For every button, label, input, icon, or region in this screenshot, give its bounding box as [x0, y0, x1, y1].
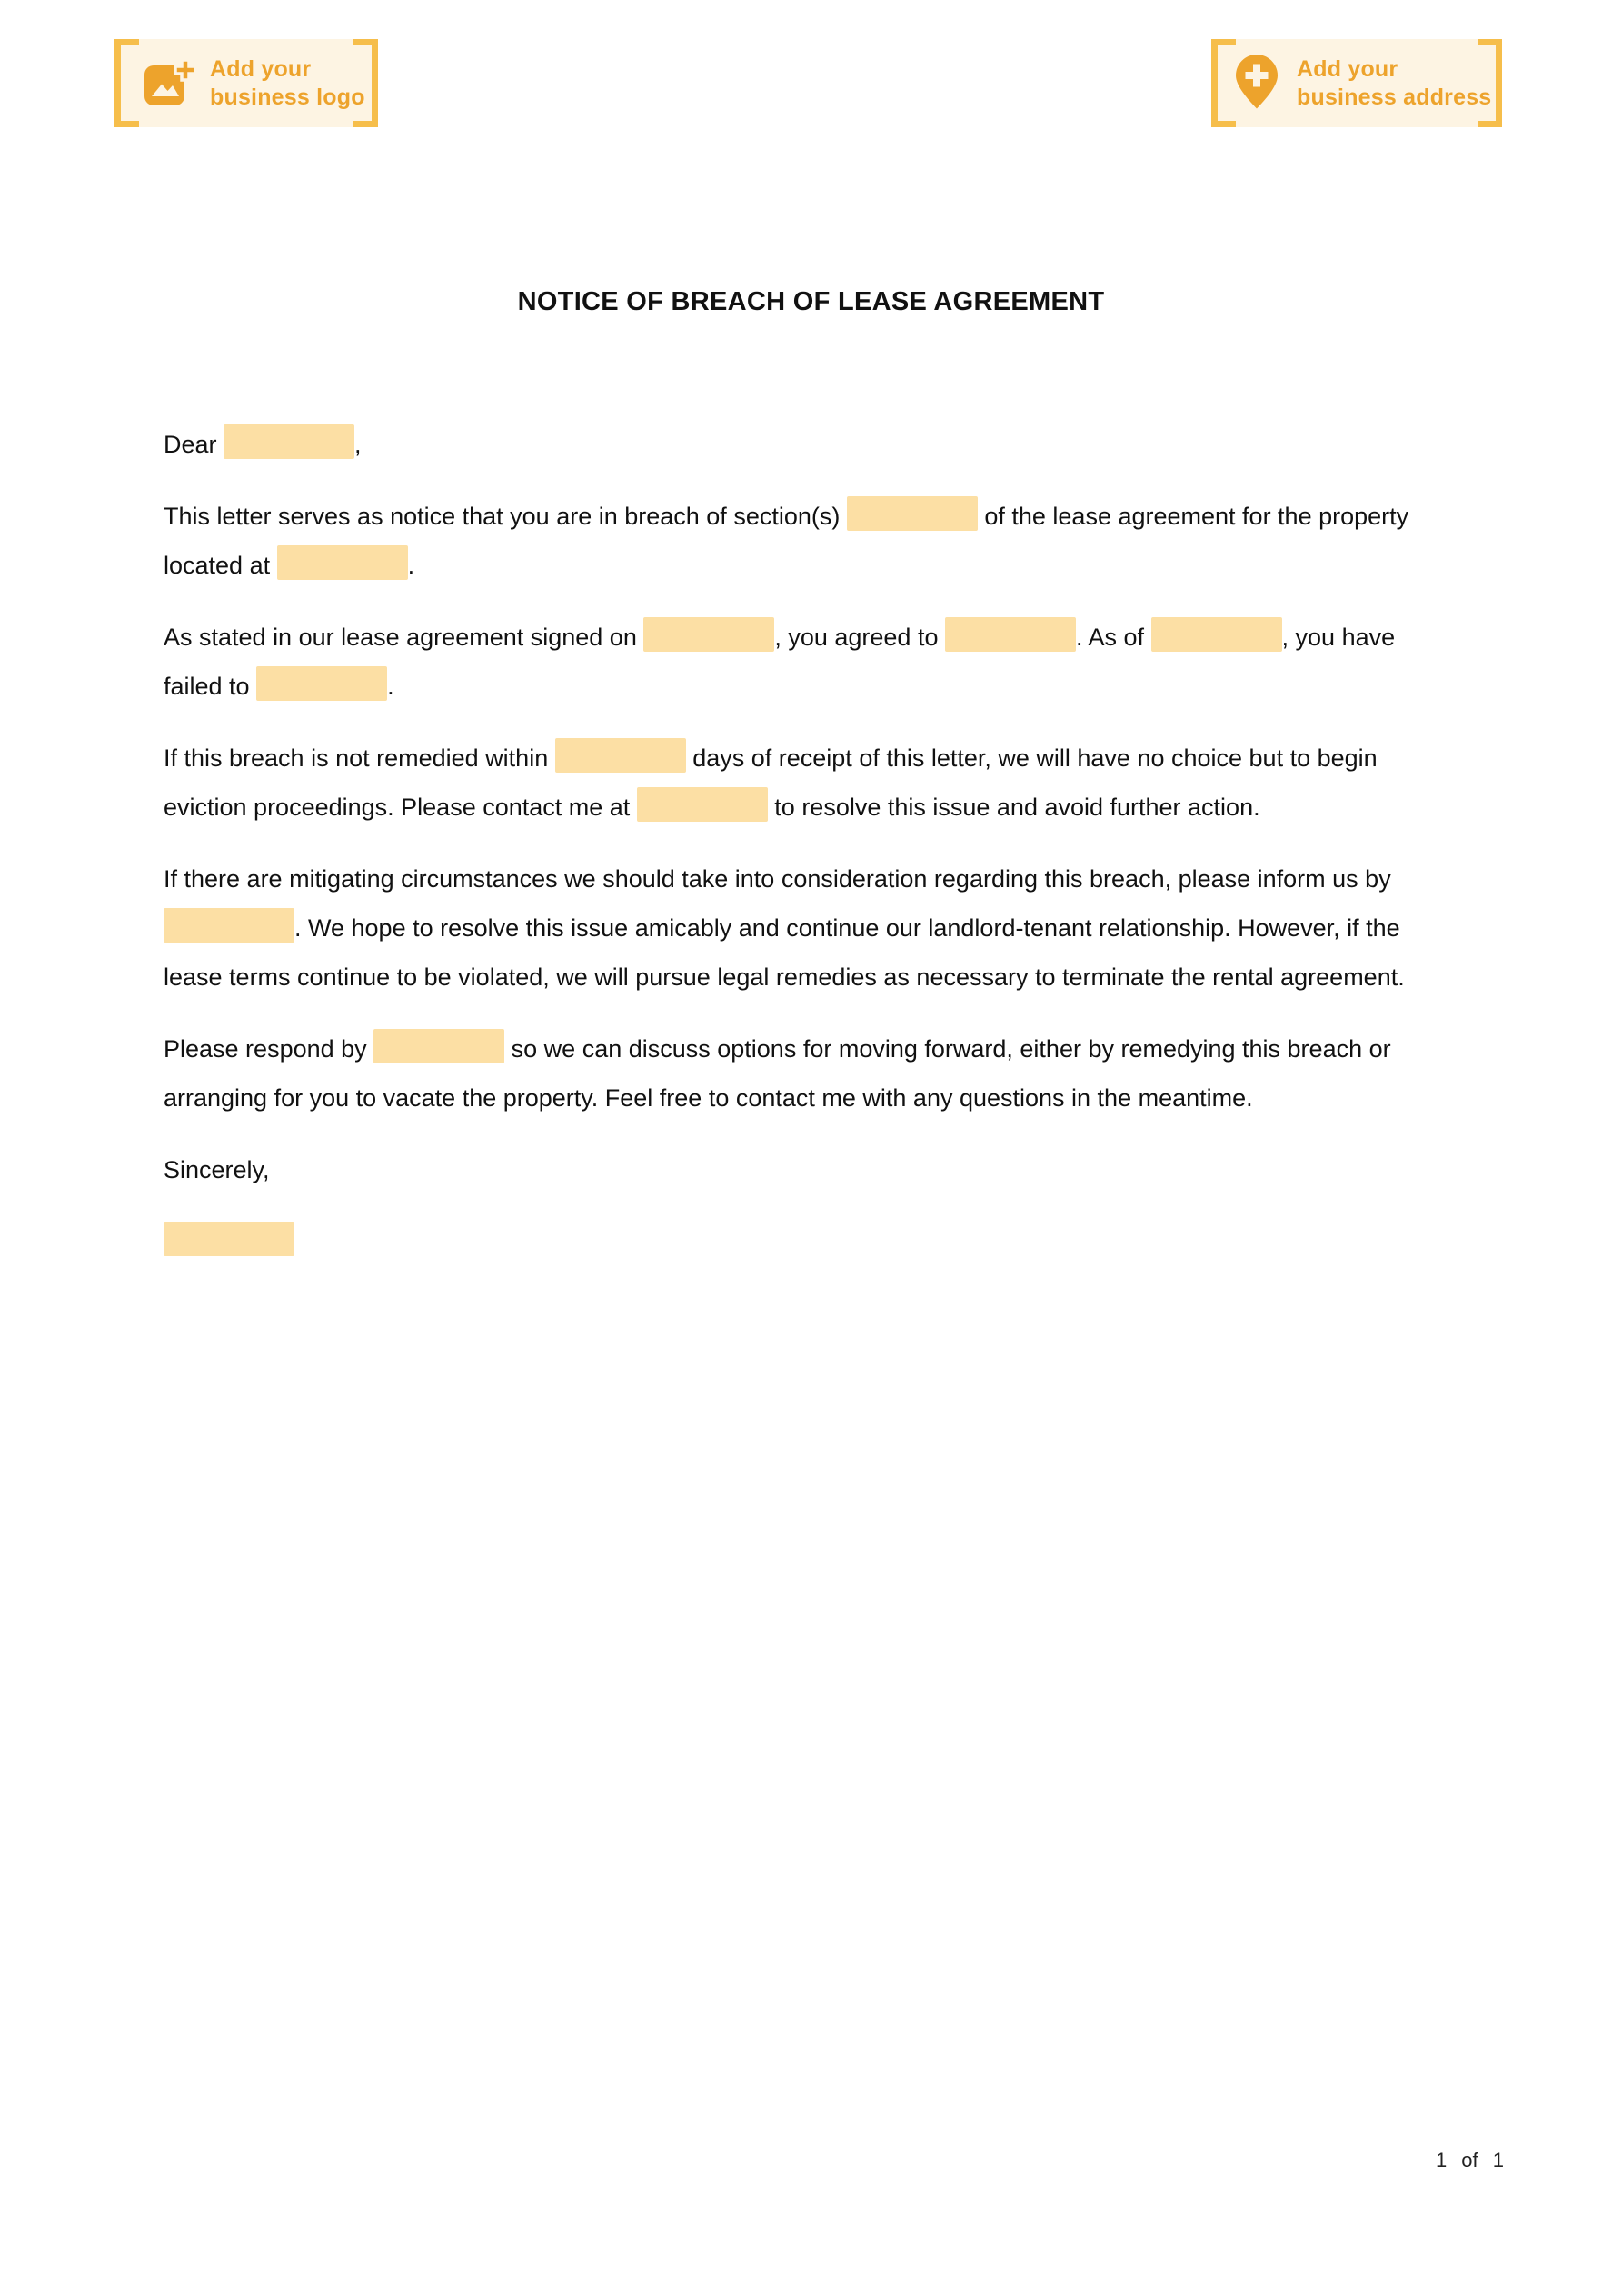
paragraph-text: so we can discuss options for moving forward, either by remedying this breach or arranging for you to vacate the property. Feel free to contact me with any questions in the meantime.: [164, 1035, 1391, 1112]
blank-field[interactable]: [224, 424, 354, 459]
add-business-address-label: [1297, 55, 1491, 112]
document-title: NOTICE OF BREACH OF LEASE AGREEMENT: [517, 287, 1105, 316]
paragraph-text: to resolve this issue and avoid further action.: [767, 794, 1260, 821]
letter-paragraph: [164, 854, 1459, 1002]
paragraph-text: ,: [354, 431, 362, 458]
paragraph-text: Sincerely,: [164, 1156, 270, 1183]
paragraph-text: .: [387, 673, 394, 700]
paragraph-text: . As of: [1075, 624, 1151, 651]
letter-paragraph: [164, 420, 1459, 469]
widget-label-line: Add your: [210, 55, 312, 82]
page-number: 1 of 1: [1435, 2149, 1504, 2171]
blank-field[interactable]: [256, 666, 387, 701]
add-business-address-button[interactable]: [1211, 39, 1502, 127]
paragraph-text: If this breach is not remedied within: [164, 744, 555, 772]
paragraph-text: If there are mitigating circumstances we should take into consideration regarding this breach, please inform us by: [164, 865, 1391, 893]
blank-field[interactable]: [277, 545, 408, 580]
paragraph-text: Dear: [164, 431, 224, 458]
blank-field[interactable]: [373, 1029, 504, 1063]
widget-label-line: business address: [1297, 84, 1492, 110]
blank-field[interactable]: [164, 908, 294, 943]
blank-field[interactable]: [1151, 617, 1282, 652]
letter-body: [164, 420, 1459, 1289]
letter-paragraph: [164, 1024, 1459, 1123]
paragraph-text: of the lease agreement for the property located at: [164, 503, 1409, 579]
letter-paragraph: [164, 1217, 1459, 1266]
letter-paragraph: [164, 1145, 1459, 1194]
paragraph-text: As stated in our lease agreement signed on: [164, 624, 644, 651]
blank-field[interactable]: [637, 787, 768, 822]
blank-field[interactable]: [945, 617, 1076, 652]
map-pin-plus-icon: [1231, 53, 1282, 115]
add-business-logo-label: [210, 55, 365, 112]
paragraph-text: .: [407, 552, 415, 579]
blank-field[interactable]: [643, 617, 774, 652]
paragraph-text: Please respond by: [164, 1035, 374, 1063]
paragraph-text: , you agreed to: [774, 624, 945, 651]
paragraph-text: , you have failed to: [164, 624, 1396, 700]
paragraph-text: days of receipt of this letter, we will have no choice but to begin eviction proceedings. Please contact me at: [164, 744, 1378, 821]
blank-field[interactable]: [847, 496, 978, 531]
letter-paragraph: [164, 734, 1459, 832]
blank-field[interactable]: [164, 1222, 294, 1256]
letter-paragraph: [164, 613, 1459, 711]
letter-paragraph: [164, 492, 1459, 590]
paragraph-text: This letter serves as notice that you are in breach of section(s): [164, 503, 847, 530]
widget-label-line: business logo: [210, 84, 365, 110]
add-business-logo-button[interactable]: [114, 39, 378, 127]
image-plus-icon: [143, 58, 195, 109]
blank-field[interactable]: [555, 738, 686, 773]
paragraph-text: . We hope to resolve this issue amicably and continue our landlord-tenant relationship. However, if the lease terms continue to be violated, we will pursue legal remedies as necessary to terminate the rental agreement.: [164, 914, 1405, 991]
widget-label-line: Add your: [1297, 55, 1398, 82]
